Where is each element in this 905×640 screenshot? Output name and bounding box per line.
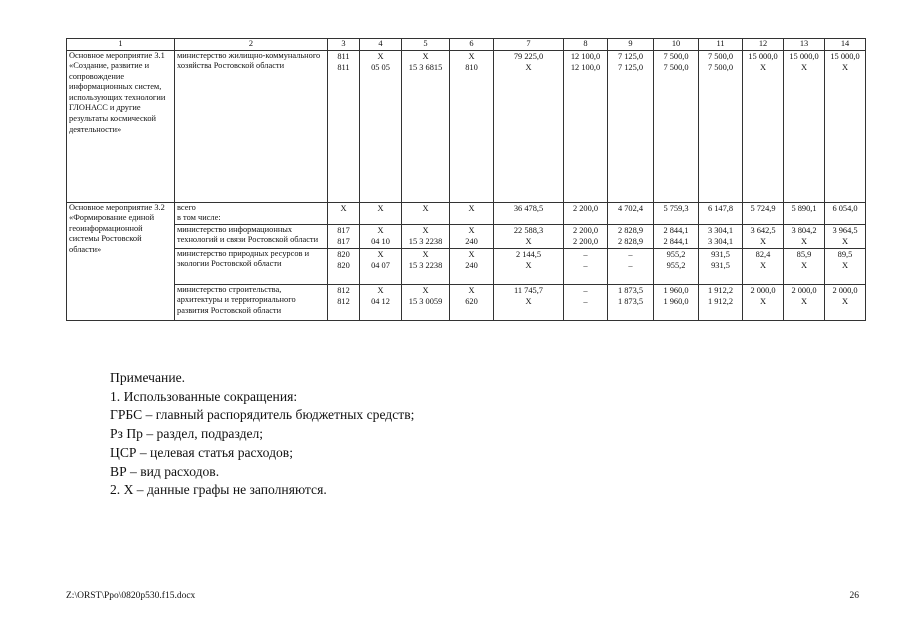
value-cell-c11 (699, 50, 743, 202)
value-cell-c13 (784, 224, 825, 248)
header-cell: 1 (67, 39, 175, 51)
budget-table (66, 38, 866, 321)
header-cell: 10 (654, 39, 699, 51)
value: 2 000,0 (750, 285, 776, 295)
value-cell-c13 (784, 202, 825, 224)
value: 5 759,3 (663, 203, 689, 213)
value: 4 702,4 (617, 203, 644, 213)
value: 7 500,0 (663, 51, 689, 61)
value-cell-c12 (743, 284, 784, 320)
value-cell-c6 (450, 248, 494, 284)
value: Х (377, 249, 384, 259)
abbr-rzpr: Рз Пр – раздел, подраздел; (110, 426, 264, 442)
abbr-csr: ЦСР – целевая статья расходов; (110, 444, 293, 460)
header-cell: 11 (699, 39, 743, 51)
value: 7 500,0 (707, 51, 734, 61)
value-cell-c3 (328, 224, 360, 248)
value-cell-c8 (564, 50, 608, 202)
value: Х (800, 62, 808, 72)
value-cell-c12 (743, 248, 784, 284)
executor-cell (175, 50, 328, 202)
value-cell-c11 (699, 284, 743, 320)
value-cell-c9 (608, 202, 654, 224)
value-cell-c3 (328, 50, 360, 202)
value-cell-c4 (360, 50, 402, 202)
executor-name: министерство строительства, архитектуры и территориального развития Ростовской области (177, 284, 296, 315)
value: 7 125,0 (617, 62, 644, 72)
abbr-grbs: ГРБС – главный распорядитель бюджетных средств; (110, 407, 415, 423)
value-cell-c14 (825, 202, 866, 224)
value-cell-c6 (450, 202, 494, 224)
value: 2 844,1 (663, 225, 689, 235)
executor-subtitle: в том числе: (177, 213, 221, 223)
value: 7 500,0 (707, 62, 734, 72)
value-cell-c7 (494, 284, 564, 320)
value-cell-c12 (743, 50, 784, 202)
value: 2 200,0 (572, 203, 599, 213)
value-cell-c10 (654, 284, 699, 320)
table-row (67, 224, 866, 248)
header-cell: 7 (494, 39, 564, 51)
value: 82,4 (755, 249, 771, 259)
value: Х (422, 285, 429, 295)
value: 5 890,1 (791, 203, 817, 213)
value-cell-c11 (699, 224, 743, 248)
value: Х (422, 51, 429, 61)
notes-item-2: 2. Х – данные графы не заполняются. (110, 482, 327, 498)
value: 3 964,5 (832, 225, 858, 235)
value: 7 500,0 (663, 62, 689, 72)
value: 04 12 (371, 296, 390, 306)
value: 812 (337, 296, 350, 306)
value: Х (468, 249, 475, 259)
value: 811 (337, 51, 350, 61)
value-cell-c10 (654, 50, 699, 202)
value-cell-c10 (654, 248, 699, 284)
value: 2 144,5 (515, 249, 542, 259)
value: 2 828,9 (617, 236, 644, 246)
executor-cell (175, 202, 328, 224)
value: – (628, 249, 633, 259)
value: 12 100,0 (570, 51, 601, 61)
value-cell-c6 (450, 284, 494, 320)
value-cell-c12 (743, 224, 784, 248)
value-cell-c8 (564, 248, 608, 284)
value: Х (800, 296, 808, 306)
value: 7 125,0 (617, 51, 644, 61)
value: 812 (337, 285, 350, 295)
value-cell-c13 (784, 50, 825, 202)
header-cell: 3 (328, 39, 360, 51)
value: Х (377, 203, 384, 213)
value: Х (841, 236, 849, 246)
value: 1 873,5 (617, 285, 644, 295)
value: Х (340, 203, 347, 213)
activity-cell: Основное мероприятие 3.1 «Создание, развитие и сопровождение информационных систем, использующих технологии ГЛОНАСС и другие результаты космической деятельности» (67, 50, 175, 202)
value: 15 000,0 (748, 51, 778, 61)
value: 5 724,9 (750, 203, 776, 213)
header-cell: 13 (784, 39, 825, 51)
value: Х (759, 62, 767, 72)
value: 817 (337, 236, 350, 246)
executor-name: всего (177, 202, 196, 212)
value: Х (422, 203, 429, 213)
value: 15 3 0059 (408, 296, 443, 306)
value: 2 200,0 (572, 225, 599, 235)
value-cell-c6 (450, 50, 494, 202)
value: Х (377, 225, 384, 235)
header-row (67, 39, 866, 51)
page-number: 26 (849, 591, 859, 601)
value: 04 07 (371, 260, 390, 270)
value: 85,9 (796, 249, 812, 259)
value: 1 873,5 (617, 296, 644, 306)
value: Х (841, 296, 849, 306)
value-cell-c13 (784, 248, 825, 284)
executor-name: министерство информационных технологий и связи Ростовской области (177, 224, 319, 245)
value-cell-c9 (608, 224, 654, 248)
value: Х (525, 260, 532, 270)
file-path: Z:\ORST\Ppo\0820p530.f15.docx (66, 591, 196, 601)
value-cell-c9 (608, 284, 654, 320)
value: 79 225,0 (513, 51, 544, 61)
value: 22 588,3 (513, 225, 544, 235)
value: 1 912,2 (707, 285, 734, 295)
value: Х (525, 62, 532, 72)
executor-cell (175, 224, 328, 248)
executor-cell (175, 248, 328, 284)
value: 05 05 (371, 62, 390, 72)
notes-item-1: 1. Использованные сокращения: (110, 388, 298, 404)
value: Х (377, 285, 384, 295)
value: – (583, 285, 588, 295)
value-cell-c7 (494, 50, 564, 202)
value: 240 (465, 236, 478, 246)
value-cell-c4 (360, 202, 402, 224)
value-cell-c10 (654, 202, 699, 224)
value-cell-c8 (564, 284, 608, 320)
executor-cell (175, 284, 328, 320)
value: Х (525, 236, 532, 246)
value: 6 054,0 (832, 203, 858, 213)
value-cell-c7 (494, 224, 564, 248)
value: Х (759, 260, 767, 270)
value: 15 3 2238 (408, 236, 443, 246)
value: 12 100,0 (570, 62, 601, 72)
value: 811 (337, 62, 350, 72)
abbr-vr: ВР – вид расходов. (110, 463, 220, 479)
value: 15 3 2238 (408, 260, 443, 270)
notes-title: Примечание. (110, 370, 186, 385)
value: 955,2 (666, 260, 686, 270)
value: 3 804,2 (791, 225, 817, 235)
value-cell-c10 (654, 224, 699, 248)
header-cell: 4 (360, 39, 402, 51)
value-cell-c7 (494, 202, 564, 224)
value: 1 912,2 (707, 296, 734, 306)
header-cell: 12 (743, 39, 784, 51)
value: 620 (465, 296, 478, 306)
header-cell: 6 (450, 39, 494, 51)
value: 89,5 (837, 249, 853, 259)
value-cell-c5 (402, 50, 450, 202)
value-cell-c9 (608, 248, 654, 284)
value-cell-c3 (328, 248, 360, 284)
value-cell-c5 (402, 202, 450, 224)
table-row (67, 50, 866, 202)
value: 3 304,1 (707, 236, 734, 246)
activity-cell: Основное мероприятие 3.2 «Формирование единой геоинформационной системы Ростовской области» (67, 202, 175, 320)
value-cell-c8 (564, 202, 608, 224)
value: 931,5 (711, 249, 730, 259)
value: – (583, 260, 588, 270)
value-cell-c14 (825, 284, 866, 320)
header-cell: 9 (608, 39, 654, 51)
value: 3 304,1 (707, 225, 734, 235)
table-row (67, 202, 866, 224)
value: Х (841, 62, 849, 72)
value-cell-c3 (328, 202, 360, 224)
table-row (67, 248, 866, 284)
value: Х (468, 285, 475, 295)
executor-name: министерство жилищно-коммунального хозяйства Ростовской области (177, 50, 321, 71)
value-cell-c13 (784, 284, 825, 320)
value-cell-c3 (328, 284, 360, 320)
value: Х (377, 51, 384, 61)
value-cell-c14 (825, 224, 866, 248)
value-cell-c14 (825, 50, 866, 202)
value: Х (468, 225, 475, 235)
value: 04 10 (371, 236, 390, 246)
value: – (583, 249, 588, 259)
value: 36 478,5 (513, 203, 544, 213)
value: 3 642,5 (750, 225, 776, 235)
value-cell-c4 (360, 224, 402, 248)
value: 1 960,0 (663, 285, 689, 295)
value: 240 (465, 260, 478, 270)
header-cell: 5 (402, 39, 450, 51)
value-cell-c8 (564, 224, 608, 248)
executor-name: министерство природных ресурсов и экологии Ростовской области (177, 248, 310, 269)
value: Х (759, 236, 767, 246)
value-cell-c4 (360, 284, 402, 320)
value: 820 (337, 249, 350, 259)
header-cell: 8 (564, 39, 608, 51)
value: 2 200,0 (572, 236, 599, 246)
value: Х (468, 203, 475, 213)
value: 2 844,1 (663, 236, 689, 246)
value: 11 745,7 (513, 285, 543, 295)
value-cell-c11 (699, 248, 743, 284)
value: Х (800, 260, 808, 270)
value: 15 000,0 (789, 51, 819, 61)
value: 15 3 6815 (408, 62, 443, 72)
value-cell-c5 (402, 284, 450, 320)
value: Х (422, 225, 429, 235)
value-cell-c12 (743, 202, 784, 224)
value: 931,5 (711, 260, 730, 270)
value-cell-c9 (608, 50, 654, 202)
value: 2 000,0 (832, 285, 858, 295)
value: 15 000,0 (830, 51, 860, 61)
value-cell-c14 (825, 248, 866, 284)
value: – (628, 260, 633, 270)
value: Х (841, 260, 849, 270)
value: – (583, 296, 588, 306)
value: Х (422, 249, 429, 259)
value: Х (800, 236, 808, 246)
value-cell-c5 (402, 248, 450, 284)
value: 2 828,9 (617, 225, 644, 235)
value: 955,2 (666, 249, 686, 259)
value: 2 000,0 (791, 285, 817, 295)
header-cell: 2 (175, 39, 328, 51)
value: Х (468, 51, 475, 61)
value-cell-c4 (360, 248, 402, 284)
value: Х (525, 296, 532, 306)
value-cell-c5 (402, 224, 450, 248)
value: 810 (465, 62, 478, 72)
value-cell-c11 (699, 202, 743, 224)
value-cell-c7 (494, 248, 564, 284)
header-cell: 14 (825, 39, 866, 51)
value: 820 (337, 260, 350, 270)
value: 6 147,8 (707, 203, 734, 213)
value: 1 960,0 (663, 296, 689, 306)
value-cell-c6 (450, 224, 494, 248)
value: 817 (337, 225, 350, 235)
value: Х (759, 296, 767, 306)
notes-block (110, 369, 414, 500)
table-row (67, 284, 866, 320)
